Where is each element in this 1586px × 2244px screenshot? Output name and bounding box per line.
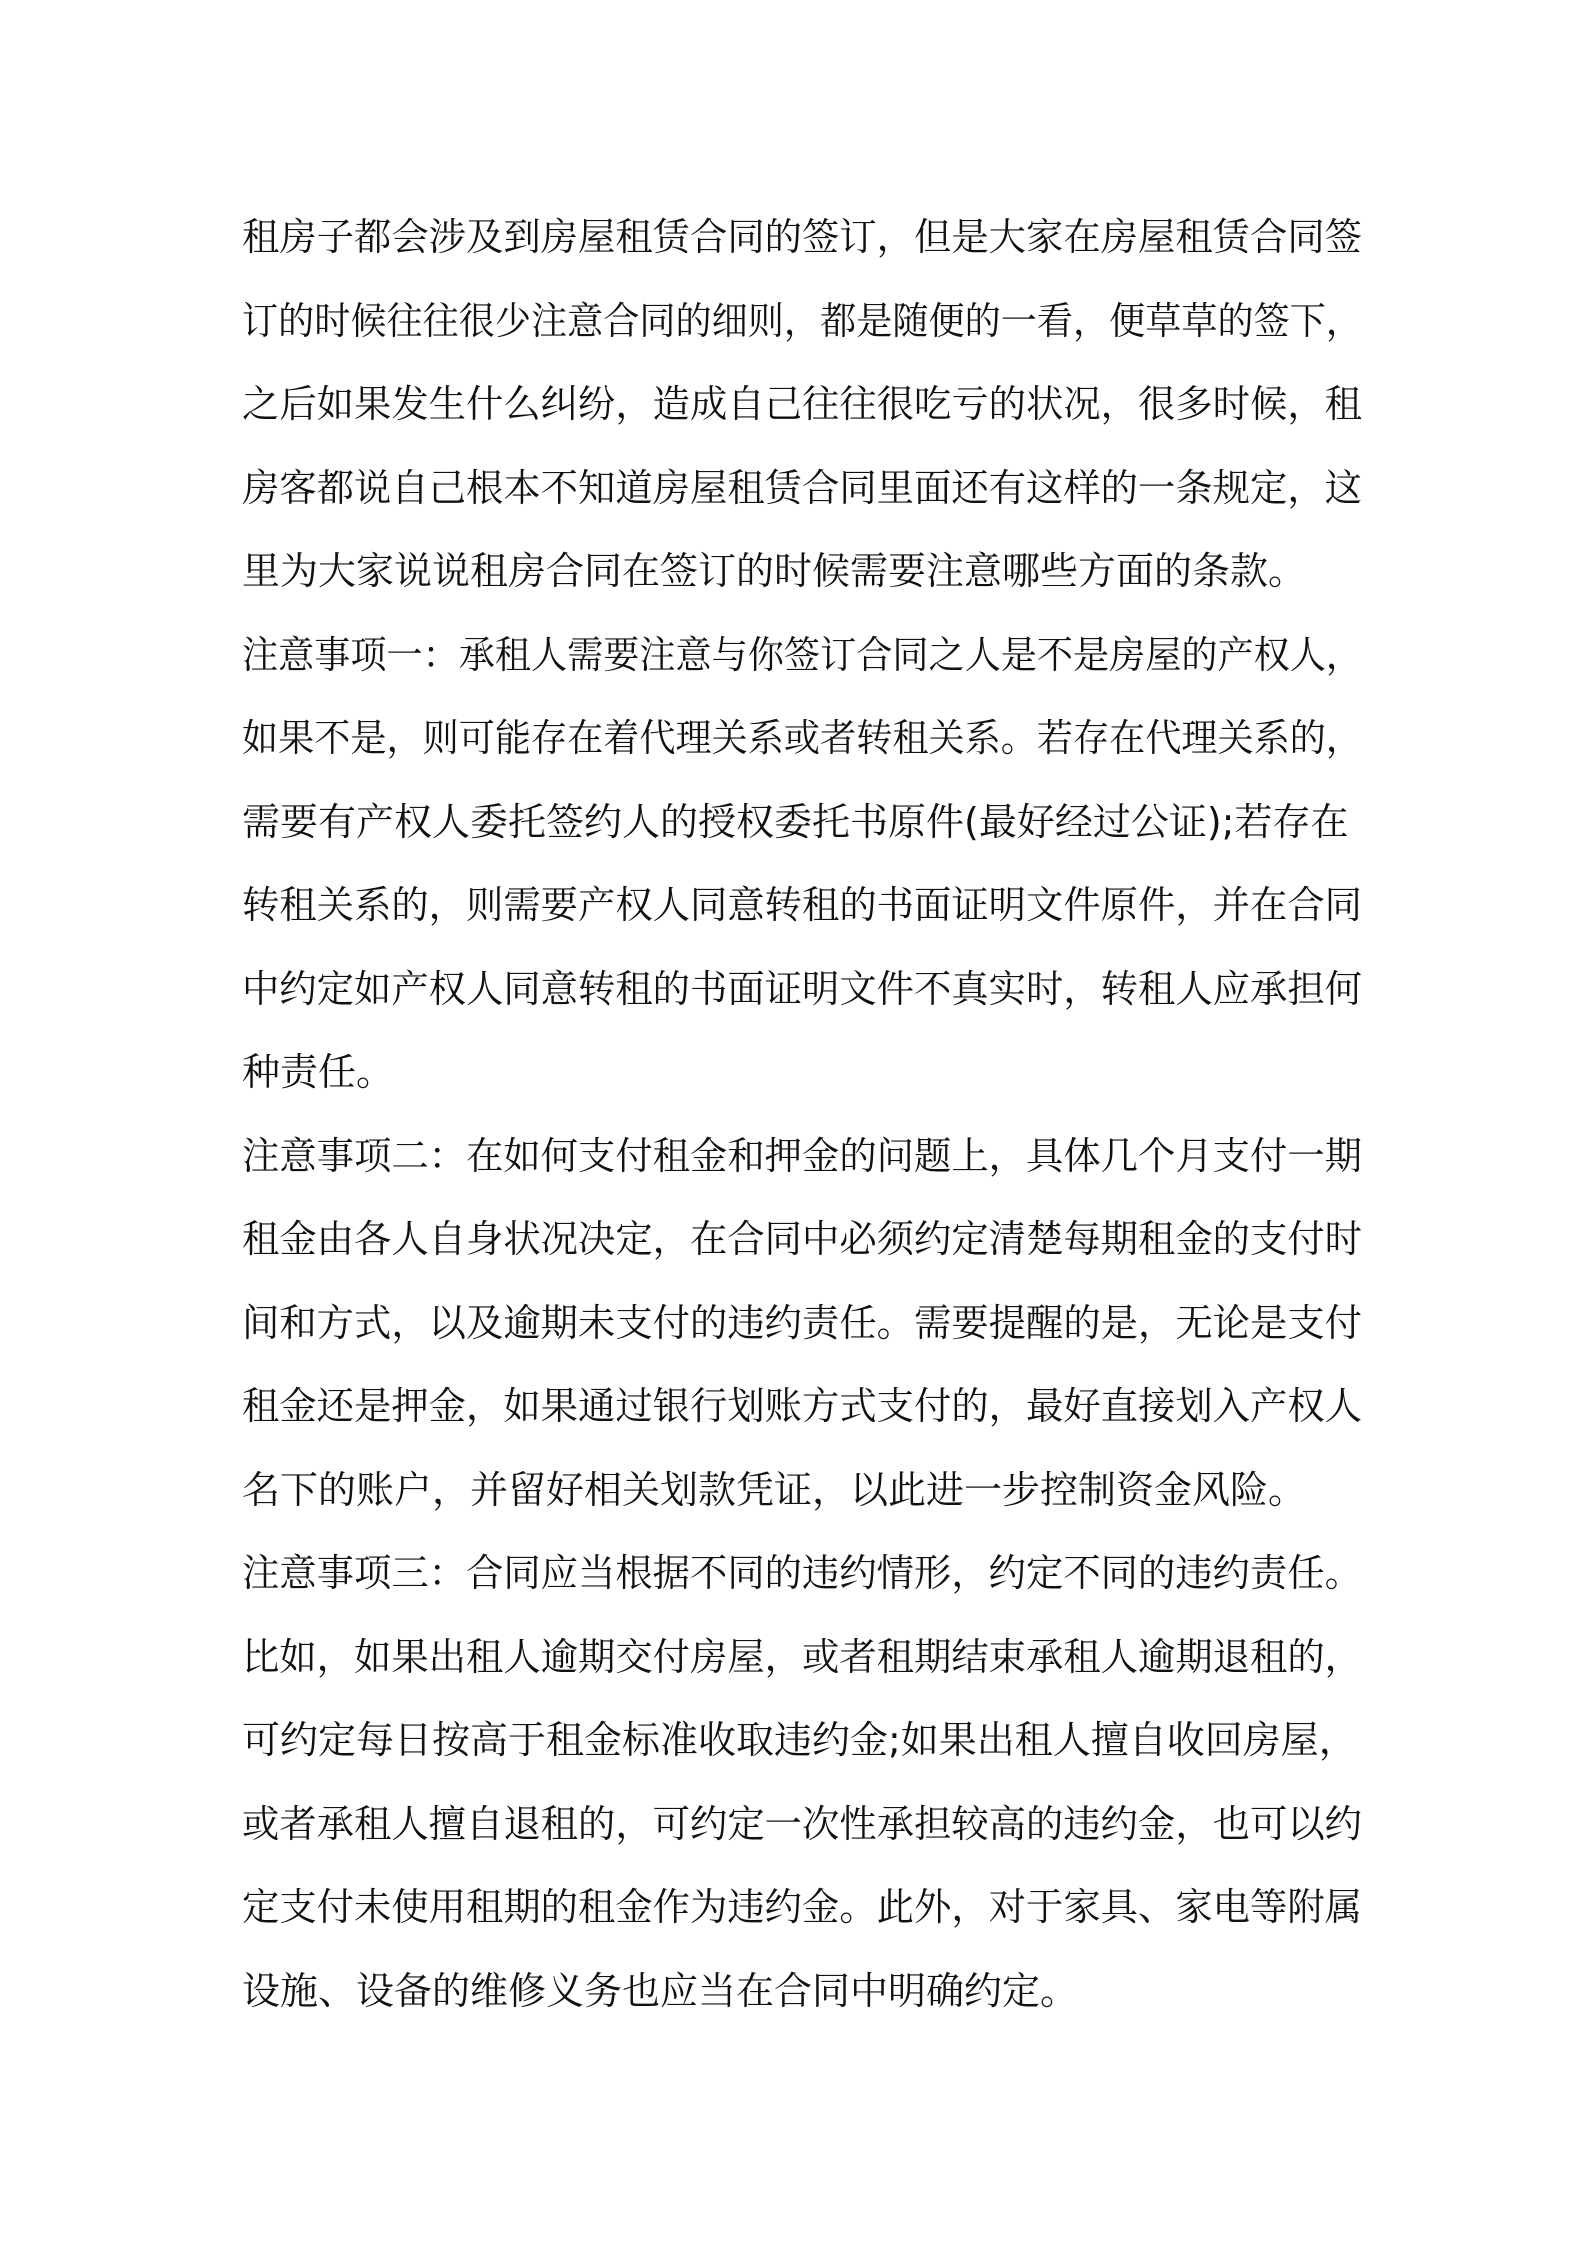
text-line: 可约定每日按高于租金标准收取违约金;如果出租人擅自收回房屋， bbox=[242, 1718, 1357, 1762]
text-line: 名下的账户，并留好相关划款凭证，以此进一步控制资金风险。 bbox=[242, 1467, 1307, 1512]
text-line: 定支付未使用租期的租金作为违约金。此外，对于家具、家电等附属 bbox=[242, 1885, 1363, 1929]
text-line: 比如，如果出租人逾期交付房屋，或者租期结束承租人逾期退租的， bbox=[242, 1634, 1363, 1679]
text-line: 间和方式，以及逾期未支付的违约责任。需要提醒的是，无论是支付 bbox=[242, 1300, 1363, 1345]
text-line: 转租关系的，则需要产权人同意转租的书面证明文件原件，并在合同 bbox=[242, 883, 1363, 927]
text-line: 租金由各人自身状况决定，在合同中必须约定清楚每期租金的支付时 bbox=[242, 1217, 1363, 1261]
text-line: 注意事项二：在如何支付租金和押金的问题上，具体几个月支付一期 bbox=[242, 1133, 1363, 1178]
text-line: 之后如果发生什么纠纷，造成自己往往很吃亏的状况，很多时候，租 bbox=[242, 382, 1363, 426]
text-line: 需要有产权人委托签约人的授权委托书原件(最好经过公证);若存在 bbox=[242, 799, 1349, 844]
text-line: 房客都说自己根本不知道房屋租赁合同里面还有这样的一条规定，这 bbox=[242, 465, 1363, 510]
text-line: 种责任。 bbox=[242, 1050, 395, 1094]
text-line: 租金还是押金，如果通过银行划账方式支付的，最好直接划入产权人 bbox=[242, 1384, 1363, 1428]
document-body bbox=[242, 196, 1362, 2033]
text-line: 注意事项三：合同应当根据不同的违约情形，约定不同的违约责任。 bbox=[242, 1551, 1363, 1595]
text-line: 里为大家说说租房合同在签订的时候需要注意哪些方面的条款。 bbox=[242, 549, 1307, 593]
text-line: 如果不是，则可能存在着代理关系或者转租关系。若存在代理关系的， bbox=[242, 716, 1363, 760]
text-line: 订的时候往往很少注意合同的细则，都是随便的一看，便草草的签下， bbox=[242, 298, 1363, 343]
text-line: 租房子都会涉及到房屋租赁合同的签订，但是大家在房屋租赁合同签 bbox=[242, 215, 1363, 259]
text-line: 设施、设备的维修义务也应当在合同中明确约定。 bbox=[242, 1968, 1079, 2013]
text-line: 注意事项一：承租人需要注意与你签订合同之人是不是房屋的产权人， bbox=[242, 632, 1363, 677]
text-line: 中约定如产权人同意转租的书面证明文件不真实时，转租人应承担何 bbox=[242, 966, 1363, 1011]
text-line: 或者承租人擅自退租的，可约定一次性承担较高的违约金，也可以约 bbox=[242, 1801, 1363, 1846]
